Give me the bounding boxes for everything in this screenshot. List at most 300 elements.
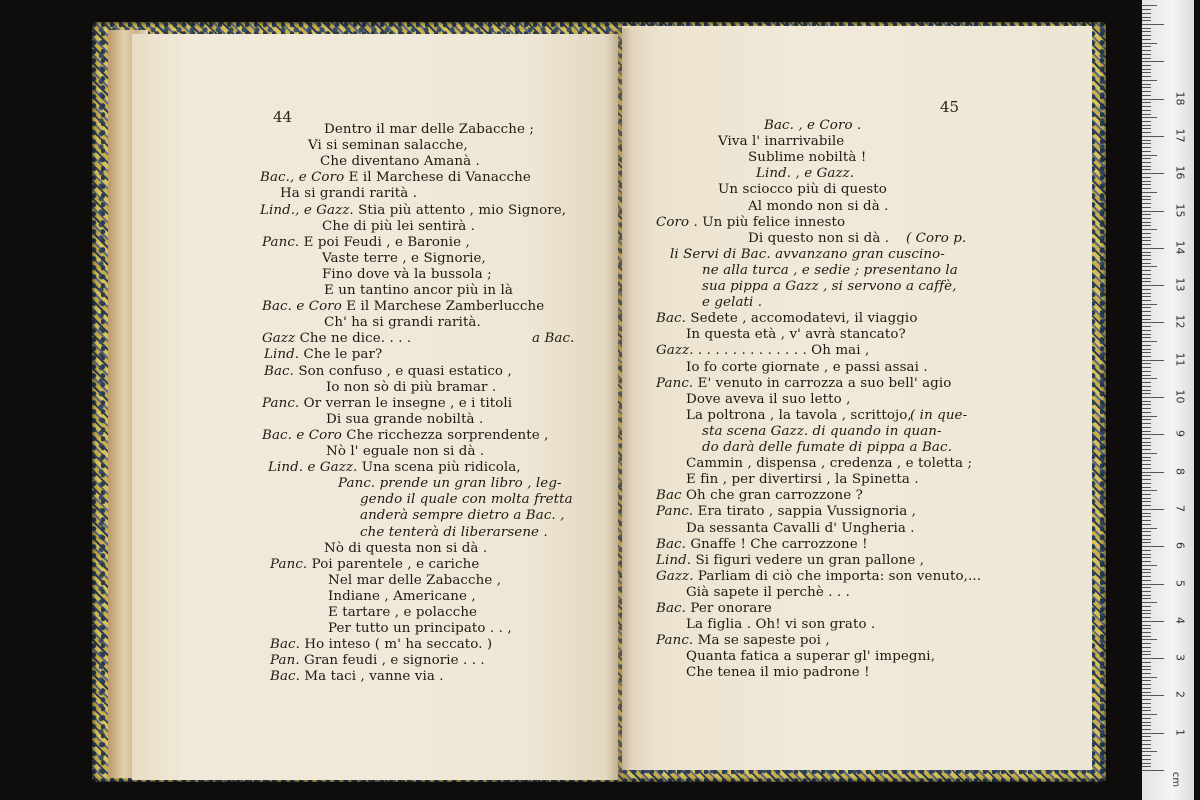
ruler-tick (1142, 554, 1151, 555)
text-line (756, 166, 854, 181)
ruler-tick (1142, 464, 1151, 465)
ruler-tick (1142, 367, 1151, 368)
ruler-tick (1142, 132, 1151, 133)
ruler-tick (1142, 315, 1151, 316)
ruler-tick (1142, 360, 1164, 361)
ruler-tick (1142, 625, 1151, 626)
line-text: Che diventano Amanà . (320, 154, 480, 170)
ruler-tick (1142, 214, 1151, 215)
ruler-tick (1142, 143, 1151, 144)
ruler-tick (1142, 237, 1151, 238)
ruler-tick (1142, 102, 1151, 103)
line-text: Io non sò di più bramar . (326, 379, 497, 395)
text-line (702, 424, 942, 439)
ruler-tick (1142, 363, 1151, 364)
text-line (702, 295, 762, 310)
ruler-tick (1142, 673, 1151, 674)
ruler-tick (1142, 580, 1151, 581)
ruler-tick (1142, 647, 1151, 648)
line-text: Già sapete il perchè . . . (686, 584, 851, 600)
ruler-tick (1142, 24, 1164, 25)
ruler-tick (1142, 393, 1151, 394)
ruler-tick (1142, 319, 1151, 320)
ruler-tick (1142, 203, 1151, 204)
ruler-tick (1142, 759, 1151, 760)
ruler-tick (1142, 677, 1157, 678)
line-text: Parliam di ciò che importa: son venuto,... (697, 568, 982, 584)
ruler-tick (1142, 13, 1151, 14)
ruler-tick (1142, 35, 1151, 36)
ruler-label: 5 (1173, 579, 1187, 587)
ruler-tick (1142, 453, 1157, 454)
ruler-label: 15 (1173, 203, 1187, 217)
text-line (360, 525, 548, 540)
ruler-tick (1142, 703, 1151, 704)
ruler-tick (1142, 688, 1151, 689)
text-line (656, 601, 772, 616)
text-line (326, 412, 483, 427)
line-text: Che di più lei sentirà . (322, 218, 476, 234)
speaker-label: Bac. (270, 637, 300, 653)
ruler-tick (1142, 99, 1164, 100)
text-line (686, 456, 972, 471)
line-text: sua pippa a Gazz , si servono a caffè, (702, 279, 957, 294)
ruler-tick (1142, 207, 1151, 208)
speaker-label: Bac. e Coro (262, 427, 342, 443)
line-text: Di questo non si dà . (748, 230, 890, 246)
speaker-label: Lind., e Gazz. (260, 202, 354, 218)
ruler-tick (1142, 569, 1151, 570)
line-text: E fin , per divertirsi , la Spinetta . (686, 472, 919, 488)
text-line (270, 653, 485, 668)
ruler-tick (1142, 449, 1151, 450)
ruler-tick (1142, 744, 1151, 745)
ruler-tick (1142, 442, 1151, 443)
ruler-tick (1142, 520, 1151, 521)
text-line (656, 215, 845, 230)
ruler-tick (1142, 169, 1151, 170)
text-line (262, 299, 544, 314)
text-line (260, 170, 531, 185)
line-text: Son confuso , e quasi estatico , (298, 363, 512, 379)
text-line (686, 408, 912, 423)
ruler-tick (1142, 457, 1151, 458)
ruler-tick (1142, 770, 1164, 771)
speaker-label: Panc. (656, 504, 694, 520)
line-text: Che ne dice. . . . (299, 331, 412, 347)
ruler-tick (1142, 748, 1151, 749)
ruler-tick (1142, 293, 1151, 294)
ruler-tick (1142, 341, 1157, 342)
right-page (622, 26, 1092, 770)
ruler-tick (1142, 479, 1151, 480)
ruler-tick (1142, 300, 1151, 301)
ruler-tick (1142, 233, 1151, 234)
ruler-tick (1142, 311, 1151, 312)
text-line (656, 343, 869, 358)
speaker-label: Gazz. (656, 568, 694, 584)
ruler-tick (1142, 733, 1164, 734)
ruler-unit: cm (1170, 771, 1182, 788)
text-line (718, 134, 844, 149)
ruler-tick (1142, 225, 1151, 226)
text-line (686, 585, 850, 600)
ruler-tick (1142, 531, 1151, 532)
line-text: e gelati . (702, 295, 763, 311)
speaker-label: Coro . (656, 214, 698, 230)
text-line (702, 279, 957, 294)
ruler-tick (1142, 524, 1151, 525)
line-text: Vaste terre , e Signorie, (322, 250, 486, 266)
line-text: Indiane , Americane , (328, 588, 476, 604)
line-text: La figlia . Oh! vi son grato . (686, 617, 876, 633)
ruler-tick (1142, 684, 1151, 685)
line-text: Un sciocco più di questo (718, 182, 887, 198)
text-line (656, 488, 863, 503)
ruler-tick (1142, 498, 1151, 499)
line-text: E tartare , e polacche (328, 605, 478, 620)
ruler-tick (1142, 278, 1151, 279)
ruler-tick (1142, 382, 1151, 383)
text-line (656, 537, 868, 552)
line-text: anderà sempre dietro a Bac. , (360, 508, 565, 524)
line-text: Che tenea il mio padrone ! (686, 665, 870, 681)
ruler-label: 10 (1173, 389, 1187, 404)
ruler-tick (1142, 285, 1164, 286)
text-line (262, 331, 411, 346)
text-line (748, 150, 866, 165)
ruler-tick (1142, 610, 1151, 611)
line-text: Lind. , e Gazz. (756, 166, 855, 182)
ruler-tick (1142, 501, 1151, 502)
line-text: E il Marchese di Vanacche (348, 170, 531, 186)
line-text: . . . . . . . . . . . . . Oh mai , (697, 343, 870, 359)
ruler-tick (1142, 356, 1151, 357)
ruler-label: 6 (1173, 542, 1187, 550)
ruler-tick (1142, 248, 1164, 249)
ruler-tick (1142, 270, 1151, 271)
line-text: Nò l' eguale non si dà . (326, 444, 485, 459)
ruler-tick (1142, 140, 1151, 141)
line-text: Ho inteso ( m' ha seccato. ) (304, 637, 493, 653)
ruler-tick (1142, 91, 1151, 92)
ruler-tick (1142, 173, 1164, 174)
ruler-tick (1142, 72, 1151, 73)
line-text: Or verran le insegne , e i titoli (303, 395, 513, 411)
ruler-tick (1142, 289, 1151, 290)
ruler-tick (1142, 460, 1151, 461)
page-number: 45 (940, 98, 960, 116)
ruler-tick (1142, 196, 1151, 197)
ruler-tick (1142, 125, 1151, 126)
ruler-tick (1142, 628, 1151, 629)
ruler-label: 1 (1173, 728, 1187, 736)
ruler-label: 16 (1173, 165, 1187, 180)
speaker-label: Gazz. (656, 343, 694, 359)
ruler-tick (1142, 54, 1151, 55)
ruler-tick (1142, 617, 1151, 618)
ruler-tick (1142, 177, 1151, 178)
stage-direction: a Bac. (532, 331, 575, 347)
line-text: Nel mar delle Zabacche , (328, 572, 502, 588)
ruler-tick (1142, 136, 1164, 137)
text-line (262, 235, 470, 250)
line-text: Gnaffe ! Che carrozzone ! (690, 536, 868, 552)
text-line (262, 396, 512, 411)
text-line (326, 444, 484, 459)
speaker-label: Panc. (262, 395, 300, 411)
ruler-tick (1142, 438, 1151, 439)
ruler-tick (1142, 84, 1151, 85)
ruler-tick (1142, 722, 1151, 723)
ruler-tick (1142, 468, 1151, 469)
ruler-tick (1142, 378, 1157, 379)
text-line (328, 573, 501, 588)
ruler-tick (1142, 766, 1151, 767)
line-text: Cammin , dispensa , credenza , e toletta ; (686, 456, 973, 472)
text-line (718, 182, 887, 197)
ruler-tick (1142, 240, 1151, 241)
ruler-tick (1142, 662, 1151, 663)
line-text: E poi Feudi , e Baronie , (303, 234, 470, 250)
text-line (656, 569, 981, 584)
ruler-tick (1142, 222, 1151, 223)
ruler-label: 14 (1173, 240, 1187, 255)
line-text: che tenterà di liberarsene . (360, 524, 548, 540)
ruler-label: 12 (1173, 314, 1187, 329)
text-line (270, 637, 492, 652)
text-line (686, 617, 875, 632)
text-line (260, 203, 566, 218)
text-line (748, 231, 889, 246)
line-text: Che le par? (303, 347, 383, 363)
ruler-tick (1142, 9, 1151, 10)
ruler-tick (1142, 371, 1151, 372)
line-text: Di sua grande nobiltà . (326, 411, 484, 427)
speaker-label: Bac (656, 488, 682, 504)
speaker-label: Bac. (270, 669, 300, 685)
ruler-tick (1142, 46, 1151, 47)
ruler-tick (1142, 483, 1151, 484)
line-text: Oh che gran carrozzone ? (685, 488, 863, 504)
ruler-tick (1142, 427, 1151, 428)
ruler-tick (1142, 751, 1157, 752)
ruler-tick (1142, 322, 1164, 323)
line-text: Io fo corte giornate , e passi assai . (686, 359, 928, 375)
ruler-tick (1142, 50, 1151, 51)
ruler-tick (1142, 408, 1151, 409)
text-line (328, 621, 512, 636)
text-line (656, 553, 924, 568)
text-line (656, 504, 916, 519)
text-line (326, 380, 496, 395)
line-text: Ma taci , vanne via . (304, 669, 444, 685)
ruler-tick (1142, 345, 1151, 346)
ruler-tick (1142, 584, 1164, 585)
text-line (656, 633, 830, 648)
line-text: Nò di questa non si dà . (324, 540, 488, 556)
book-gutter (606, 28, 632, 780)
ruler-tick (1142, 490, 1157, 491)
ruler-label: 2 (1173, 691, 1187, 699)
ruler-tick (1142, 598, 1151, 599)
ruler-tick (1142, 602, 1157, 603)
ruler-tick (1142, 114, 1151, 115)
ruler-label: 7 (1173, 504, 1187, 512)
ruler-tick (1142, 535, 1151, 536)
speaker-label: Bac., e Coro (260, 170, 345, 186)
ruler-label: 11 (1173, 352, 1187, 367)
line-text: In questa età , v' avrà stancato? (686, 327, 906, 343)
ruler-tick (1142, 188, 1151, 189)
ruler-tick (1142, 65, 1151, 66)
ruler-tick (1142, 542, 1151, 543)
line-text: E il Marchese Zamberlucche (346, 299, 545, 315)
ruler-tick (1142, 401, 1151, 402)
ruler-tick (1142, 87, 1151, 88)
stage-direction: ( Coro p. (906, 230, 967, 246)
line-text: gendo il quale con molta fretta (360, 492, 573, 508)
speaker-label: Lind. (656, 552, 692, 568)
line-text: Si figuri vedere un gran pallone , (695, 552, 925, 568)
ruler-tick (1142, 669, 1151, 670)
stage-direction: ( in que- (910, 407, 968, 423)
ruler-tick (1142, 755, 1151, 756)
line-text: E' venuto in carrozza a suo bell' agio (697, 375, 952, 391)
ruler-tick (1142, 606, 1151, 607)
ruler-tick (1142, 416, 1157, 417)
ruler-label: 13 (1173, 277, 1187, 292)
ruler-tick (1142, 404, 1151, 405)
ruler-tick (1142, 509, 1164, 510)
ruler-tick (1142, 714, 1157, 715)
ruler-tick (1142, 304, 1157, 305)
ruler-tick (1142, 487, 1151, 488)
ruler-tick (1142, 375, 1151, 376)
ruler-tick (1142, 39, 1151, 40)
text-line (264, 364, 512, 379)
ruler-tick (1142, 434, 1164, 435)
ruler-tick (1142, 505, 1151, 506)
line-text: Ha si grandi rarità . (280, 186, 418, 202)
text-line (320, 154, 480, 169)
left-page (132, 34, 618, 780)
ruler-tick (1142, 763, 1151, 764)
ruler-tick (1142, 613, 1151, 614)
ruler-tick (1142, 680, 1151, 681)
line-text: Bac. , e Coro . (764, 118, 862, 133)
ruler-label: 4 (1173, 616, 1187, 624)
text-line (702, 440, 952, 455)
speaker-label: Panc. (656, 375, 694, 391)
ruler-tick (1142, 516, 1151, 517)
ruler-tick (1142, 695, 1164, 696)
line-text: sta scena Gazz. di quando in quan- (702, 423, 942, 439)
ruler-tick (1142, 110, 1151, 111)
speaker-label: Lind. (264, 347, 300, 363)
line-text: Quanta fatica a superar gl' impegni, (686, 649, 936, 665)
text-line (338, 476, 562, 491)
line-text: Era tirato , sappia Vussignoria , (697, 504, 917, 520)
ruler-tick (1142, 707, 1151, 708)
ruler-tick (1142, 539, 1151, 540)
speaker-label: Gazz (262, 331, 296, 347)
ruler-tick (1142, 419, 1151, 420)
text-line (322, 219, 475, 234)
ruler-tick (1142, 550, 1151, 551)
text-line (324, 283, 513, 298)
line-text: Per onorare (690, 601, 772, 616)
line-text: Vi si seminan salacche, (308, 138, 468, 154)
ruler-tick (1142, 28, 1151, 29)
text-line (656, 376, 951, 391)
ruler-tick (1142, 729, 1151, 730)
text-line (324, 315, 481, 330)
text-line (686, 472, 919, 487)
ruler-tick (1142, 475, 1151, 476)
ruler-tick (1142, 334, 1151, 335)
ruler-tick (1142, 31, 1151, 32)
ruler-tick (1142, 252, 1151, 253)
text-line (748, 199, 889, 214)
ruler-tick (1142, 181, 1151, 182)
line-text: Poi parentele , e cariche (311, 556, 480, 572)
ruler-tick (1142, 349, 1151, 350)
ruler-tick (1142, 397, 1164, 398)
ruler-tick (1142, 158, 1151, 159)
ruler-tick (1142, 117, 1157, 118)
ruler-tick (1142, 211, 1164, 212)
ruler-label: 17 (1173, 128, 1187, 143)
ruler-tick (1142, 266, 1157, 267)
line-text: E un tantino ancor più in là (324, 283, 513, 298)
speaker-label: Panc. (656, 633, 694, 649)
ruler-tick (1142, 386, 1151, 387)
text-line (280, 186, 417, 201)
ruler-label: 9 (1173, 430, 1187, 438)
line-text: Ma se sapeste poi , (697, 633, 830, 649)
text-line (670, 247, 945, 262)
line-text: Un più felice innesto (702, 214, 846, 230)
ruler-tick (1142, 330, 1151, 331)
speaker-label: Bac. (656, 601, 686, 616)
text-line (264, 347, 382, 362)
speaker-label: Bac. (264, 363, 294, 379)
ruler-tick (1142, 431, 1151, 432)
measuring-ruler (1142, 0, 1194, 800)
ruler-tick (1142, 725, 1151, 726)
text-line (328, 605, 477, 620)
ruler-tick (1142, 651, 1151, 652)
ruler-tick (1142, 296, 1151, 297)
text-line (656, 311, 917, 326)
ruler-tick (1142, 17, 1151, 18)
text-line (686, 521, 915, 536)
ruler-tick (1142, 218, 1151, 219)
ruler-tick (1142, 692, 1151, 693)
line-text: Gran feudi , e signorie . . . (304, 653, 485, 669)
line-text: Per tutto un principato . . , (328, 621, 512, 637)
ruler-tick (1142, 255, 1151, 256)
line-text: Ch' ha si grandi rarità. (324, 315, 481, 331)
ruler-tick (1142, 151, 1151, 152)
ruler-tick (1142, 95, 1151, 96)
text-line (686, 649, 935, 664)
ruler-tick (1142, 20, 1151, 21)
text-line (686, 665, 870, 680)
ruler-tick (1142, 58, 1151, 59)
ruler-tick (1142, 736, 1151, 737)
